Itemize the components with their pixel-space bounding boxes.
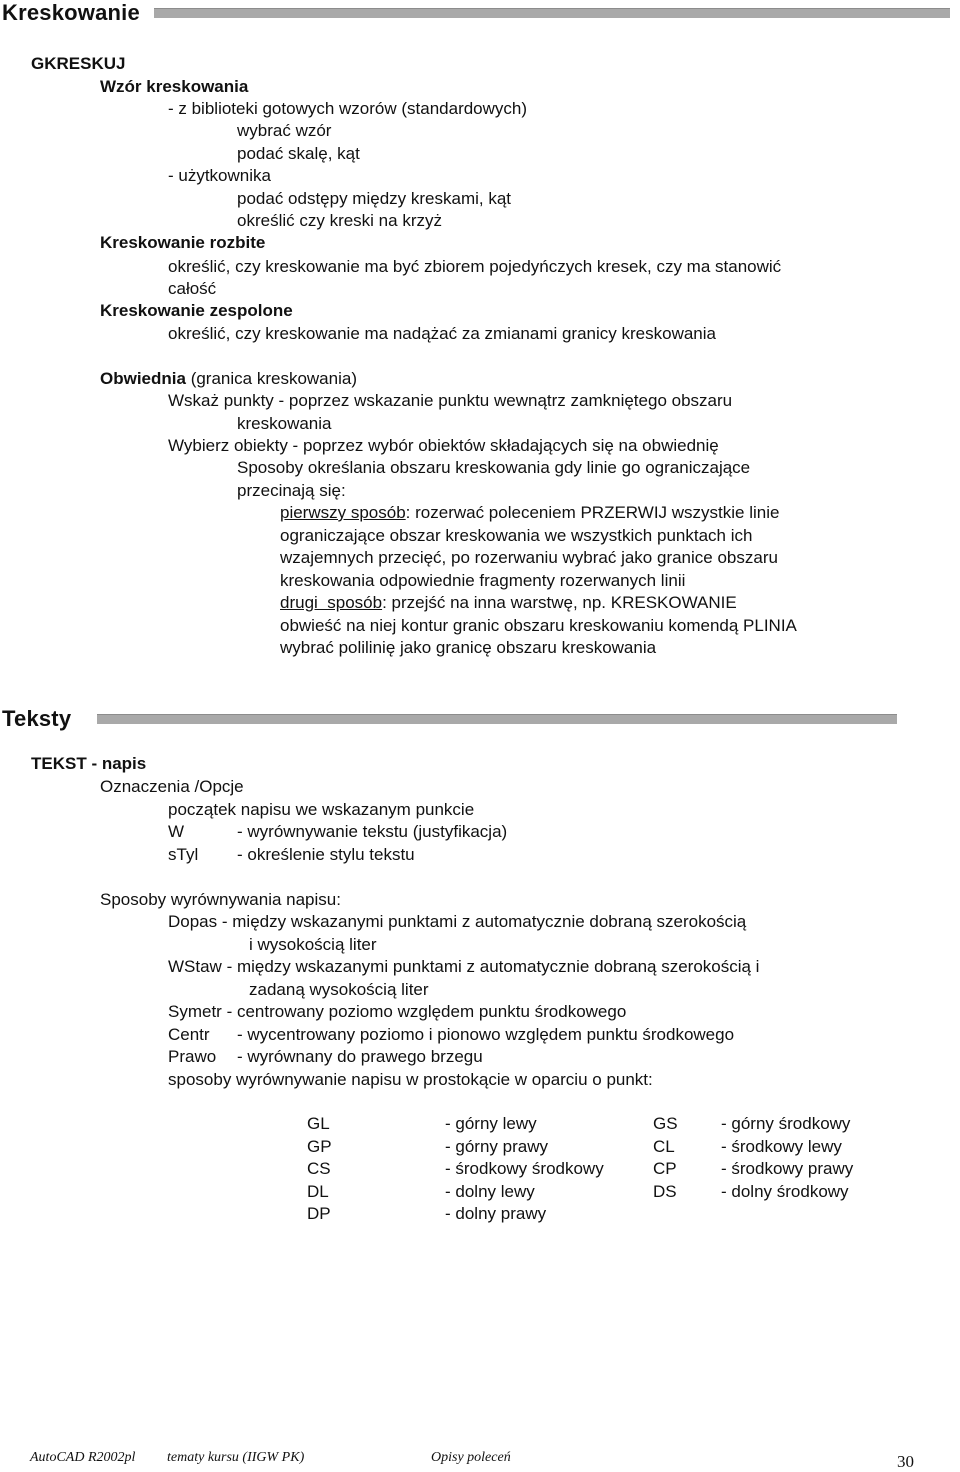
option-key: Centr [168, 1025, 210, 1044]
option-desc: - określenie stylu tekstu [237, 845, 415, 864]
desc-cell: - dolny lewy [445, 1181, 535, 1201]
code-cell: DP [307, 1204, 331, 1223]
command-name: GKRESKUJ [31, 54, 126, 73]
text-line: - z biblioteki gotowych wzorów (standardowych) [168, 99, 528, 118]
text-line: Wskaż punkty - poprzez wskazanie punktu wewnątrz zamkniętego obszaru [168, 391, 733, 410]
boundary-heading-line [100, 368, 357, 390]
option-key: Symetr [168, 1002, 222, 1021]
text-fragment: : rozerwać poleceniem PRZERWIJ wszystkie linie [405, 503, 780, 522]
text-line: obwieść na niej kontur granic obszaru kreskowaniu komendą PLINIA [280, 616, 797, 635]
code-cell: DL [307, 1181, 329, 1201]
text-line: podać odstępy między kreskami, kąt [237, 189, 512, 208]
first-way-label: pierwszy sposób [280, 503, 406, 522]
text-line: przecinają się: [237, 481, 346, 500]
option-key: Prawo [168, 1047, 217, 1066]
second-way-line [280, 592, 737, 614]
code-cell: CP [653, 1159, 677, 1178]
subheading: Kreskowanie rozbite [100, 233, 266, 252]
desc-cell: - środkowy środkowy [445, 1159, 604, 1178]
text-line: zadaną wysokością liter [249, 980, 429, 999]
command-name: TEKST - napis [31, 754, 147, 773]
section-rule [154, 8, 950, 18]
subheading: Obwiednia [100, 369, 186, 388]
option-desc: - wycentrowany poziomo i pionowo względem punktu środkowego [237, 1025, 735, 1044]
option-desc: - między wskazanymi punktami z automatycznie dobraną szerokością [221, 912, 747, 931]
text-line: kreskowania [237, 414, 332, 433]
code-cell: GP [307, 1136, 332, 1156]
table-col-desc-left [445, 1113, 604, 1226]
desc-cell: - środkowy lewy [721, 1136, 842, 1156]
option-key: sTyl [168, 845, 199, 864]
subheading: Kreskowanie zespolone [100, 301, 293, 320]
table-col-codes-left [307, 1113, 332, 1226]
option-desc: - wyrównywanie tekstu (justyfikacja) [237, 822, 508, 841]
footer-course: tematy kursu (IIGW PK) [167, 1450, 305, 1465]
section-title: Kreskowanie [2, 0, 140, 25]
subheading: Oznaczenia /Opcje [100, 777, 244, 796]
text-line: podać skalę, kąt [237, 144, 360, 163]
text-line: całość [168, 279, 217, 298]
code-cell: CS [307, 1159, 331, 1178]
text-line: Wybierz obiekty - poprzez wybór obiektów składających się na obwiednię [168, 436, 719, 455]
code-cell: DS [653, 1181, 677, 1201]
text-line: i wysokością liter [249, 935, 377, 954]
text-line: określić czy kreski na krzyż [237, 211, 442, 230]
text-line: Sposoby określania obszaru kreskowania gdy linie go ograniczające [237, 458, 751, 477]
desc-cell: - środkowy prawy [721, 1159, 854, 1178]
desc-cell: - dolny prawy [445, 1204, 547, 1223]
align-item [168, 911, 746, 933]
page-footer [30, 1450, 930, 1470]
section-rule [97, 714, 897, 724]
section-header-kreskowanie [0, 0, 960, 26]
footer-section: Opisy poleceń [431, 1450, 511, 1465]
code-cell: GL [307, 1114, 330, 1133]
align-item [168, 956, 759, 978]
text-line: określić, czy kreskowanie ma nadążać za zmianami granicy kreskowania [168, 324, 716, 343]
table-col-codes-right [653, 1113, 678, 1203]
text-line: określić, czy kreskowanie ma być zbiorem pojedyńczych kresek, czy ma stanowić [168, 257, 782, 276]
footer-book: AutoCAD R2002pl [30, 1450, 136, 1465]
first-way-line [280, 502, 779, 524]
text-line: kreskowania odpowiednie fragmenty rozerwanych linii [280, 571, 686, 590]
option-key: W [168, 822, 185, 841]
section-header-teksty [0, 705, 960, 733]
subheading: Sposoby wyrównywania napisu: [100, 890, 341, 909]
desc-cell: - górny prawy [445, 1136, 548, 1156]
option-key: Dopas [168, 912, 218, 931]
page-number: 30 [897, 1452, 914, 1471]
align-item [168, 1001, 626, 1023]
text-line: początek napisu we wskazanym punkcie [168, 800, 475, 819]
text-fragment: (granica kreskowania) [185, 369, 357, 388]
desc-cell: - dolny środkowy [721, 1181, 849, 1201]
code-cell: GS [653, 1114, 678, 1133]
option-key: WStaw [168, 957, 222, 976]
desc-cell: - górny środkowy [721, 1114, 851, 1133]
table-col-desc-right [721, 1113, 853, 1203]
subheading: Wzór kreskowania [100, 77, 249, 96]
text-line: sposoby wyrównywanie napisu w prostokącie w oparciu o punkt: [168, 1070, 653, 1089]
text-line: wzajemnych przecięć, po rozerwaniu wybrać jako granice obszaru [280, 548, 778, 567]
option-desc: - między wskazanymi punktami z automatycznie dobraną szerokością i [226, 957, 760, 976]
option-desc: - wyrównany do prawego brzegu [237, 1047, 483, 1066]
section-title: Teksty [2, 706, 72, 731]
text-fragment: : przejść na inna warstwę, np. KRESKOWANIE [382, 593, 737, 612]
text-line: wybrać polilinię jako granicę obszaru kreskowania [280, 638, 657, 657]
second-way-label: drugi sposób [280, 593, 383, 612]
text-line: - użytkownika [168, 166, 271, 185]
desc-cell: - górny lewy [445, 1114, 537, 1133]
text-line: wybrać wzór [237, 121, 332, 140]
text-line: ograniczające obszar kreskowania we wszystkich punktach ich [280, 526, 753, 545]
option-desc: - centrowany poziomo względem punktu środkowego [226, 1002, 627, 1021]
code-cell: CL [653, 1136, 675, 1156]
